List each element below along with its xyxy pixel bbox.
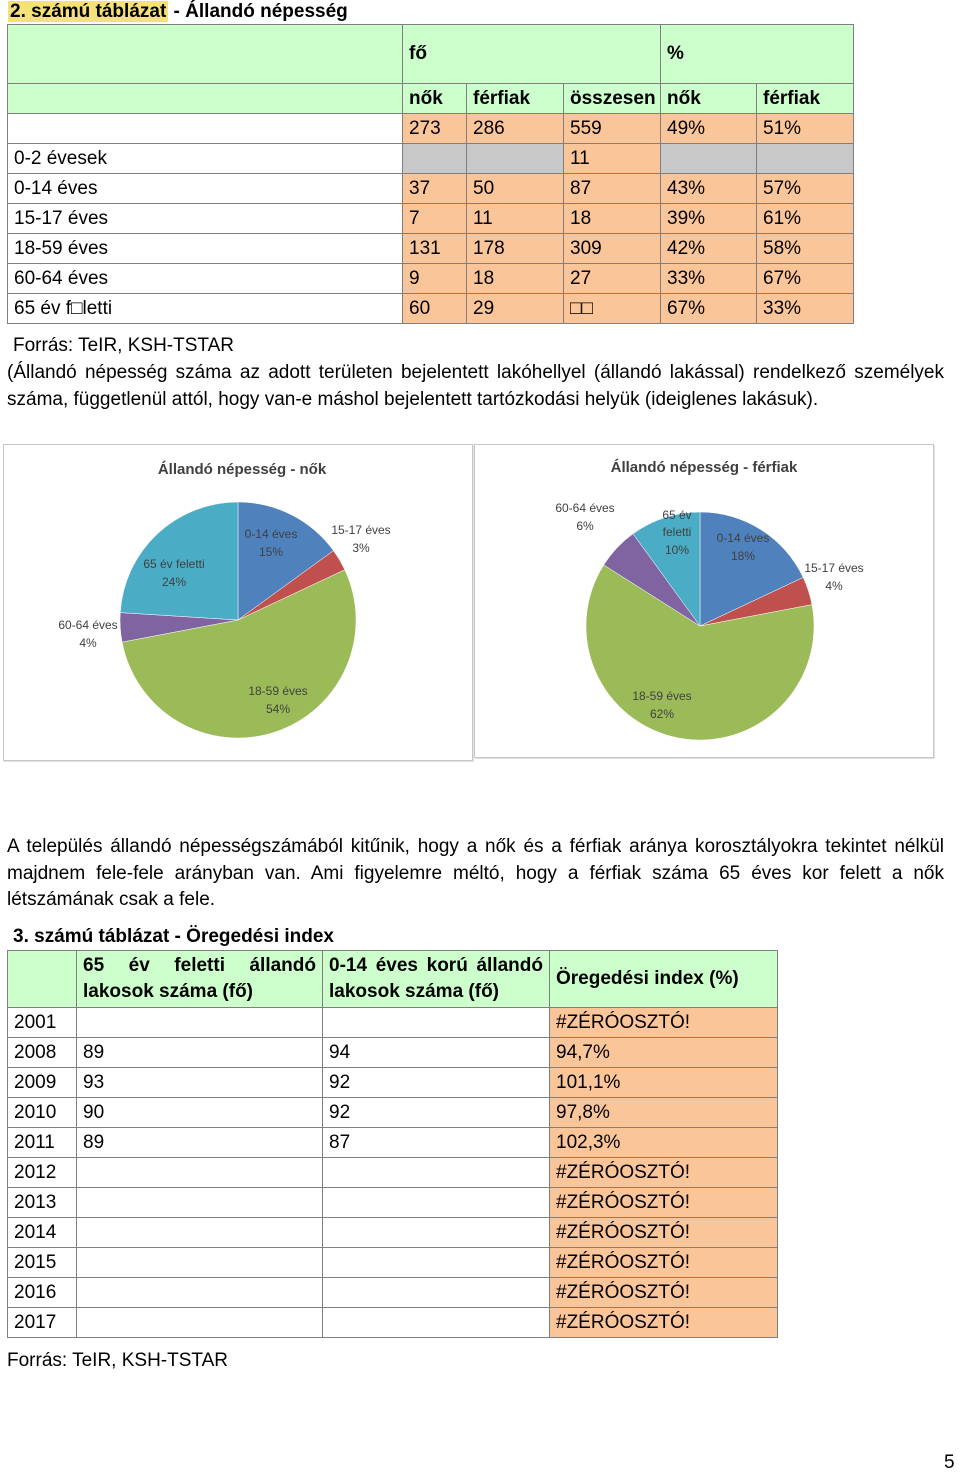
chart-women xyxy=(3,444,473,761)
cell-value: 87 xyxy=(564,174,661,204)
cell-value: 37 xyxy=(403,174,467,204)
cell-index: 102,3% xyxy=(550,1128,778,1158)
cell-index: #ZÉRÓOSZTÓ! xyxy=(550,1218,778,1248)
slice-label: 18-59 éves xyxy=(248,684,308,698)
slice-label-line1: 65 év xyxy=(662,508,692,522)
table-row xyxy=(8,1218,778,1248)
cell-index: #ZÉRÓOSZTÓ! xyxy=(550,1188,778,1218)
cell-0-14: 92 xyxy=(323,1098,550,1128)
row-label: 0-2 évesek xyxy=(8,144,403,174)
cell-value: 273 xyxy=(403,114,467,144)
row-year: 2009 xyxy=(8,1068,77,1098)
slice-label: 15-17 éves xyxy=(804,561,864,575)
cell-value: 43% xyxy=(661,174,757,204)
cell-value: 29 xyxy=(467,294,564,324)
table-row xyxy=(8,1128,778,1158)
table-row xyxy=(8,1278,778,1308)
cell-value: 18 xyxy=(564,204,661,234)
cell-65plus xyxy=(77,1158,323,1188)
cell-index: 94,7% xyxy=(550,1038,778,1068)
row-label: 65 év f□letti xyxy=(8,294,403,324)
cell-65plus xyxy=(77,1188,323,1218)
header-row xyxy=(8,951,778,1008)
table-row xyxy=(8,1188,778,1218)
column-header-nok-pct: nők xyxy=(661,84,757,114)
cell-value: 9 xyxy=(403,264,467,294)
cell-value: 33% xyxy=(757,294,854,324)
group-header-fo: fő xyxy=(403,25,661,84)
cell-value: 11 xyxy=(467,204,564,234)
cell-0-14 xyxy=(323,1308,550,1338)
chart-title: Állandó népesség - nők xyxy=(157,461,327,478)
chart-men xyxy=(474,444,934,758)
column-header-empty xyxy=(8,84,403,114)
cell-index: #ZÉRÓOSZTÓ! xyxy=(550,1158,778,1188)
cell-0-14 xyxy=(323,1188,550,1218)
column-header-ferfiak-pct: férfiak xyxy=(757,84,854,114)
table3-title: 3. számú táblázat - Öregedési index xyxy=(13,926,334,947)
row-year: 2017 xyxy=(8,1308,77,1338)
column-header-index: Öregedési index (%) xyxy=(550,951,778,1008)
population-table xyxy=(7,24,854,324)
slice-label: 0-14 éves xyxy=(244,527,298,541)
slice-label: 18-59 éves xyxy=(632,689,692,703)
group-header-row xyxy=(8,25,854,84)
slice-label: 15-17 éves xyxy=(331,523,391,537)
cell-index: #ZÉRÓOSZTÓ! xyxy=(550,1248,778,1278)
slice-label: 0-14 éves xyxy=(716,531,770,545)
cell-value xyxy=(661,144,757,174)
cell-value: 51% xyxy=(757,114,854,144)
row-year: 2010 xyxy=(8,1098,77,1128)
table-row xyxy=(8,144,854,174)
cell-value: 42% xyxy=(661,234,757,264)
row-label: 18-59 éves xyxy=(8,234,403,264)
table2-title xyxy=(8,1,348,23)
cell-value: 27 xyxy=(564,264,661,294)
cell-value: 309 xyxy=(564,234,661,264)
corner-cell xyxy=(8,25,403,84)
table-row xyxy=(8,204,854,234)
slice-pct: 4% xyxy=(79,636,97,650)
slice-pct: 24% xyxy=(161,575,187,589)
column-header-ferfiak: férfiak xyxy=(467,84,564,114)
table-row xyxy=(8,1158,778,1188)
cell-value: 67% xyxy=(661,294,757,324)
row-label: 15-17 éves xyxy=(8,204,403,234)
slice-pct: 6% xyxy=(576,519,594,533)
row-year: 2008 xyxy=(8,1038,77,1068)
cell-0-14: 92 xyxy=(323,1068,550,1098)
column-header-nok: nők xyxy=(403,84,467,114)
cell-index: 97,8% xyxy=(550,1098,778,1128)
cell-value: 178 xyxy=(467,234,564,264)
row-year: 2001 xyxy=(8,1008,77,1038)
cell-value: 67% xyxy=(757,264,854,294)
slice-pct: 18% xyxy=(730,549,756,563)
table2-title-rest: - Állandó népesség xyxy=(168,1,348,22)
cell-value: 11 xyxy=(564,144,661,174)
table-row xyxy=(8,1308,778,1338)
cell-65plus: 89 xyxy=(77,1128,323,1158)
row-label: 0-14 éves xyxy=(8,174,403,204)
table-row xyxy=(8,1008,778,1038)
cell-value: 39% xyxy=(661,204,757,234)
cell-index: #ZÉRÓOSZTÓ! xyxy=(550,1308,778,1338)
row-year: 2012 xyxy=(8,1158,77,1188)
slice-label-line2: feletti xyxy=(662,525,692,539)
cell-65plus: 90 xyxy=(77,1098,323,1128)
aging-index-table xyxy=(7,950,778,1338)
slice-pct: 62% xyxy=(649,707,675,721)
corner-cell xyxy=(8,951,77,1008)
slice-label: 65 év feletti xyxy=(143,557,205,571)
cell-value xyxy=(403,144,467,174)
cell-value: 131 xyxy=(403,234,467,264)
slice-label: 60-64 éves xyxy=(58,618,118,632)
pie-chart-women xyxy=(4,445,472,760)
cell-0-14 xyxy=(323,1008,550,1038)
table2-source: Forrás: TeIR, KSH-TSTAR xyxy=(13,335,234,356)
slice-pct: 54% xyxy=(265,702,291,716)
cell-index: 101,1% xyxy=(550,1068,778,1098)
cell-0-14 xyxy=(323,1248,550,1278)
cell-65plus xyxy=(77,1218,323,1248)
table-row xyxy=(8,114,854,144)
cell-value xyxy=(757,144,854,174)
table3-source: Forrás: TeIR, KSH-TSTAR xyxy=(7,1350,228,1371)
column-header-row xyxy=(8,84,854,114)
cell-value: 18 xyxy=(467,264,564,294)
page-number: 5 xyxy=(944,1452,955,1473)
cell-65plus xyxy=(77,1248,323,1278)
row-year: 2015 xyxy=(8,1248,77,1278)
cell-value: 559 xyxy=(564,114,661,144)
table-row xyxy=(8,1038,778,1068)
cell-value: 286 xyxy=(467,114,564,144)
row-year: 2016 xyxy=(8,1278,77,1308)
summary-paragraph: A település állandó népességszámából kitűnik, hogy a nők és a férfiak aránya korosztályokra tekintet nélkül majdnem fele-fele arányban van. Ami figyelemre méltó, hogy a férfiak száma 65 éves kor felett a nők létszámának csak a fele. xyxy=(7,836,944,910)
column-header-65plus: 65 év feletti állandó lakosok száma (fő) xyxy=(77,951,323,1008)
cell-0-14: 94 xyxy=(323,1038,550,1068)
cell-value: 60 xyxy=(403,294,467,324)
table-row xyxy=(8,1068,778,1098)
column-header-0-14: 0-14 éves korú állandó lakosok száma (fő) xyxy=(323,951,550,1008)
cell-65plus: 89 xyxy=(77,1038,323,1068)
table-row xyxy=(8,174,854,204)
cell-65plus: 93 xyxy=(77,1068,323,1098)
table-row xyxy=(8,234,854,264)
group-header-percent: % xyxy=(661,25,854,84)
table-row xyxy=(8,294,854,324)
chart-title: Állandó népesség - férfiak xyxy=(610,459,798,476)
row-year: 2014 xyxy=(8,1218,77,1248)
row-label: 60-64 éves xyxy=(8,264,403,294)
column-header-osszesen: összesen xyxy=(564,84,661,114)
slice-label: 60-64 éves xyxy=(555,501,615,515)
slice-pct: 15% xyxy=(258,545,284,559)
cell-65plus xyxy=(77,1008,323,1038)
pie-chart-men xyxy=(475,445,933,757)
cell-value: 33% xyxy=(661,264,757,294)
cell-value: 57% xyxy=(757,174,854,204)
cell-0-14 xyxy=(323,1218,550,1248)
cell-0-14 xyxy=(323,1158,550,1188)
cell-value: 61% xyxy=(757,204,854,234)
cell-value: 58% xyxy=(757,234,854,264)
row-label xyxy=(8,114,403,144)
cell-index: #ZÉRÓOSZTÓ! xyxy=(550,1278,778,1308)
table2-title-prefix: 2. számú táblázat xyxy=(10,1,167,22)
cell-0-14 xyxy=(323,1278,550,1308)
table2-note: (Állandó népesség száma az adott területen bejelentett lakóhellyel (állandó lakással) rendelkező személyek száma, függetlenül attól, hogy van-e máshol bejelentett tartózkodási helyük (ideiglenes lakásuk). xyxy=(7,362,944,410)
cell-value: 50 xyxy=(467,174,564,204)
slice-pct: 3% xyxy=(352,541,370,555)
cell-65plus xyxy=(77,1308,323,1338)
table-row xyxy=(8,1248,778,1278)
cell-65plus xyxy=(77,1278,323,1308)
cell-index: #ZÉRÓOSZTÓ! xyxy=(550,1008,778,1038)
table-row xyxy=(8,264,854,294)
cell-value: 7 xyxy=(403,204,467,234)
row-year: 2013 xyxy=(8,1188,77,1218)
slice-pct: 10% xyxy=(664,543,690,557)
table-row xyxy=(8,1098,778,1128)
cell-value: □□ xyxy=(564,294,661,324)
cell-value xyxy=(467,144,564,174)
row-year: 2011 xyxy=(8,1128,77,1158)
cell-0-14: 87 xyxy=(323,1128,550,1158)
slice-pct: 4% xyxy=(825,579,843,593)
cell-value: 49% xyxy=(661,114,757,144)
